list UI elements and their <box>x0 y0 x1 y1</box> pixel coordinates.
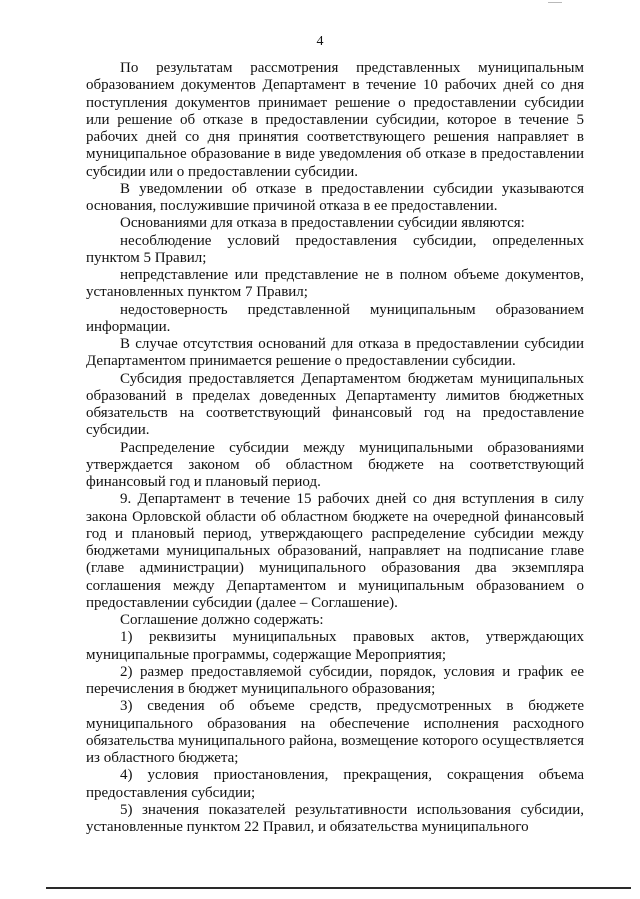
scan-mark <box>548 2 562 3</box>
paragraph-refusal-grounds-intro: Основаниями для отказа в предоставлении субсидии являются: <box>120 215 525 232</box>
paragraph-approval-decision: В случае отсутствия оснований для отказа в предоставлении субсидии Департаментом принимается решение о предоставлении субсидии. <box>86 336 584 370</box>
paragraph-clause-9: 9. Департамент в течение 15 рабочих дней со дня вступления в силу закона Орловской области об областном бюджете на очередной финансовый год и плановый период, утверждающего распределение субсидии между бюджетами муниципальных образований, направляет на подписание главе (главе администрации) муниципального образования два экземпляра соглашения между Департаментом и муниципальным образованием о предоставлении субсидии (далее – Соглашение). <box>86 491 584 611</box>
bottom-scan-line <box>46 887 631 889</box>
paragraph-agreement-item-2: 2) размер предоставляемой субсидии, порядок, условия и график ее перечисления в бюджет муниципального образования; <box>86 663 584 697</box>
paragraph-decision-procedure: По результатам рассмотрения представленных муниципальным образованием документов Департамент в течение 10 рабочих дней со дня поступления документов принимает решение о предоставлении субсидии или решение об отказе в предоставлении субсидии, которое в течение 5 рабочих дней со дня принятия соответствующего решения направляет в муниципальное образование в виде уведомления об отказе в предоставлении субсидии или о предоставлении субсидии. <box>86 60 584 180</box>
paragraph-agreement-item-5: 5) значения показателей результативности использования субсидии, установленные пунктом 22 Правил, и обязательства муниципального <box>86 801 584 835</box>
paragraph-agreement-item-4: 4) условия приостановления, прекращения, сокращения объема предоставления субсидии; <box>86 767 584 801</box>
paragraph-subsidy-limits: Субсидия предоставляется Департаментом бюджетам муниципальных образований в пределах доведенных Департаменту лимитов бюджетных обязательств на соответствующий финансовый год на предоставление субсидии. <box>86 370 584 439</box>
paragraph-subsidy-distribution: Распределение субсидии между муниципальными образованиями утверждается законом об областном бюджете на соответствующий финансовый год и плановый период. <box>86 439 584 490</box>
paragraph-agreement-item-1: 1) реквизиты муниципальных правовых актов, утверждающих муниципальные программы, содержащие Мероприятия; <box>86 629 584 663</box>
paragraph-ground-noncompliance: несоблюдение условий предоставления субсидии, определенных пунктом 5 Правил; <box>86 232 584 266</box>
paragraph-ground-missing-documents: непредставление или представление не в полном объеме документов, установленных пунктом 7 Правил; <box>86 267 584 301</box>
paragraph-refusal-notice: В уведомлении об отказе в предоставлении субсидии указываются основания, послужившие причиной отказа в ее предоставлении. <box>86 180 584 214</box>
paragraph-agreement-item-3: 3) сведения об объеме средств, предусмотренных в бюджете муниципального образования на обеспечение исполнения расходного обязательства муниципального района, возмещение которого осуществляется из областного бюджета; <box>86 698 584 766</box>
page-number: 4 <box>316 34 324 49</box>
paragraph-agreement-contents-intro: Соглашение должно содержать: <box>120 612 324 628</box>
paragraph-ground-false-information: недостоверность представленной муниципальным образованием информации. <box>86 301 584 335</box>
document-body <box>86 60 584 836</box>
